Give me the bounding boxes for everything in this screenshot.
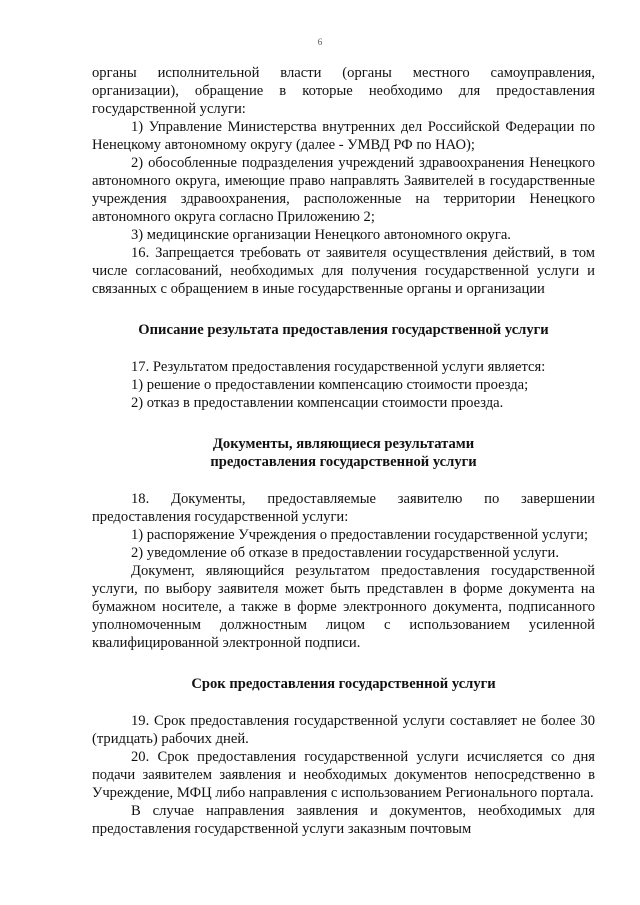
section-heading-result-description: Описание результата предоставления государственной услуги [138, 322, 549, 338]
document-item-1: 1) распоряжение Учреждения о предоставлении государственной услуги; [131, 527, 589, 543]
result-item-2: 2) отказ в предоставлении компенсации стоимости проезда. [131, 395, 504, 411]
paragraph-continuation: органы исполнительной власти (органы местного самоуправления, организации), обращение в которые необходимо для предоставления государственной услуги: [92, 65, 595, 117]
section-heading-line: предоставления государственной услуги [210, 454, 477, 470]
clause-16: 16. Запрещается требовать от заявителя осуществления действий, в том числе согласований, необходимых для получения государственной услуги и связанных с обращением в иные государственные органы и организации [92, 245, 595, 297]
section-heading-line: Документы, являющиеся результатами [212, 436, 475, 452]
document-form-paragraph: Документ, являющийся результатом предоставления государственной услуги, по выбору заявителя может быть представлен в форме документа на бумажном носителе, а также в форме электронного документа, подписанного уполномоченным должностным лицом с использованием усиленной квалифицированной электронной подписи. [92, 563, 595, 651]
clause-20: 20. Срок предоставления государственной услуги исчисляется со дня подачи заявителем заявления и необходимых документов непосредственно в Учреждение, МФЦ либо направления с использованием Регионального портала. [92, 749, 595, 801]
document-body [92, 64, 595, 838]
document-item-2: 2) уведомление об отказе в предоставлении государственной услуги. [131, 545, 559, 561]
clause-17: 17. Результатом предоставления государственной услуги является: [131, 359, 546, 375]
section-heading-result-documents [92, 435, 595, 471]
section-heading-service-term: Срок предоставления государственной услуги [191, 676, 496, 692]
list-item-umvd: 1) Управление Министерства внутренних дел Российской Федерации по Ненецкому автономному округу (далее - УМВД РФ по НАО); [92, 119, 595, 153]
list-item-medical-orgs: 3) медицинские организации Ненецкого автономного округа. [131, 227, 511, 243]
mail-submission-paragraph: В случае направления заявления и документов, необходимых для предоставления государственной услуги заказным почтовым [92, 803, 595, 837]
clause-19: 19. Срок предоставления государственной услуги составляет не более 30 (тридцать) рабочих дней. [92, 713, 595, 747]
list-item-health-divisions: 2) обособленные подразделения учреждений здравоохранения Ненецкого автономного округа, имеющие право направлять Заявителей в государственные учреждения здравоохранения, расположенные на территории Ненецкого автономного округа согласно Приложению 2; [92, 155, 595, 225]
page-number: 6 [317, 37, 323, 47]
result-item-1: 1) решение о предоставлении компенсацию стоимости проезда; [131, 377, 529, 393]
clause-18: 18. Документы, предоставляемые заявителю по завершении предоставления государственной услуги: [92, 491, 595, 525]
